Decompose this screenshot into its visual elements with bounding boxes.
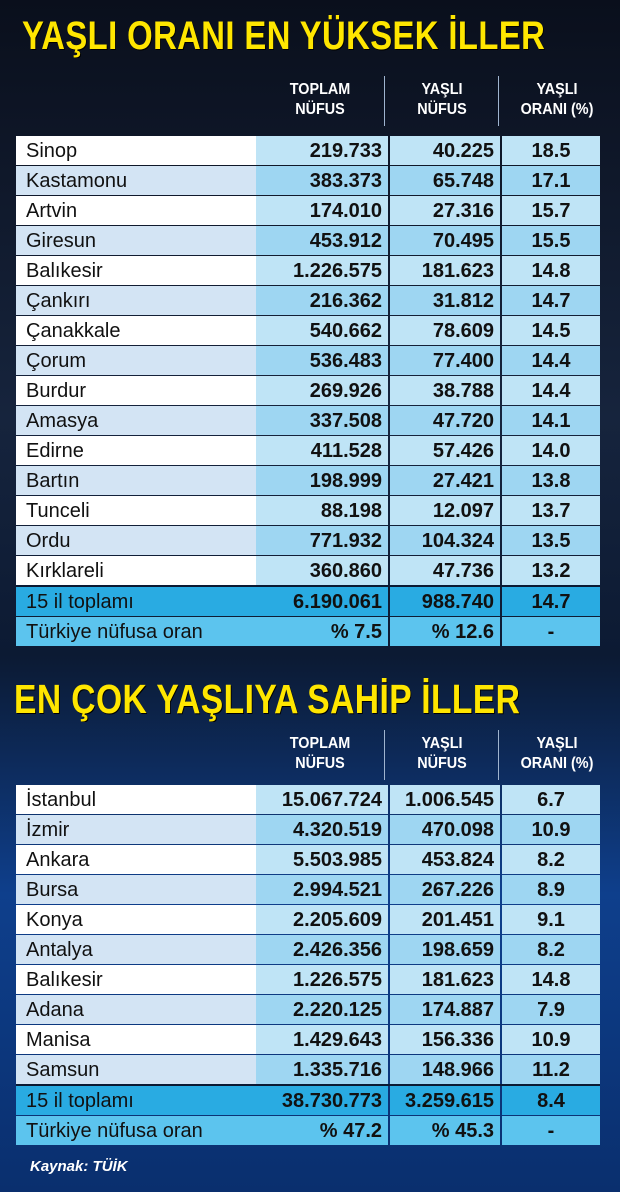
elderly-population: 174.887 [390,995,500,1024]
table-row [16,875,600,904]
elderly-population: 77.400 [390,346,500,375]
province-name: Tunceli [16,496,256,525]
elderly-ratio: 13.5 [502,526,600,555]
elderly-population: 1.006.545 [390,785,500,814]
province-name: Balıkesir [16,256,256,285]
elderly-ratio: 10.9 [502,815,600,844]
header-total [277,80,363,120]
elderly-population: 267.226 [390,875,500,904]
elderly-population: 38.788 [390,376,500,405]
header-ratio-line1: YAŞLI [536,81,578,98]
province-name: Bartın [16,466,256,495]
header-divider [384,730,385,780]
elderly-ratio: 14.5 [502,316,600,345]
total-population: 6.190.061 [256,587,388,616]
elderly-population: 104.324 [390,526,500,555]
header-total-line2: NÜFUS [295,755,345,772]
elderly-population: 181.623 [390,256,500,285]
elderly-population: 198.659 [390,935,500,964]
table-row [16,526,600,555]
elderly-ratio: 17.1 [502,166,600,195]
total-population: % 47.2 [256,1116,388,1145]
elderly-ratio: 14.8 [502,965,600,994]
header-ratio-line1: YAŞLI [536,735,578,752]
total-population: % 7.5 [256,617,388,646]
header-total-line1: TOPLAM [289,735,351,752]
header-elderly-line1: YAŞLI [421,735,463,752]
elderly-population: 47.720 [390,406,500,435]
province-name: Konya [16,905,256,934]
elderly-ratio: 14.8 [502,256,600,285]
elderly-ratio: 15.7 [502,196,600,225]
header-elderly-line2: NÜFUS [417,755,467,772]
elderly-ratio: 13.2 [502,556,600,585]
province-name: Edirne [16,436,256,465]
header-elderly [406,80,478,120]
total-population: 5.503.985 [256,845,388,874]
elderly-ratio: 13.7 [502,496,600,525]
header-elderly [406,734,478,774]
table-row [16,436,600,465]
province-name: İstanbul [16,785,256,814]
province-name: Ordu [16,526,256,555]
elderly-ratio: 8.2 [502,935,600,964]
province-name: 15 il toplamı [16,1086,256,1115]
table-row [16,316,600,345]
province-name: Çorum [16,346,256,375]
province-name: Bursa [16,875,256,904]
province-name: Türkiye nüfusa oran [16,617,256,646]
total-population: 411.528 [256,436,388,465]
elderly-population: 70.495 [390,226,500,255]
total-population: 1.226.575 [256,965,388,994]
elderly-population: 201.451 [390,905,500,934]
header-elderly-line2: NÜFUS [417,101,467,118]
elderly-ratio: 7.9 [502,995,600,1024]
elderly-population: 47.736 [390,556,500,585]
elderly-ratio: 14.4 [502,376,600,405]
total-population: 383.373 [256,166,388,195]
table-row [16,226,600,255]
total-population: 88.198 [256,496,388,525]
elderly-population: 27.421 [390,466,500,495]
table-title: EN ÇOK YAŞLIYA SAHİP İLLER [14,676,521,722]
elderly-population: 148.966 [390,1055,500,1084]
elderly-population: % 45.3 [390,1116,500,1145]
elderly-population: 65.748 [390,166,500,195]
table-row [16,556,600,585]
province-name: Kırklareli [16,556,256,585]
table-row [16,815,600,844]
province-name: Giresun [16,226,256,255]
province-name: Kastamonu [16,166,256,195]
total-population: 337.508 [256,406,388,435]
table-row [16,376,600,405]
table-row [16,965,600,994]
header-total-line1: TOPLAM [289,81,351,98]
elderly-population: 470.098 [390,815,500,844]
total-population: 216.362 [256,286,388,315]
total-population: 269.926 [256,376,388,405]
elderly-population: 181.623 [390,965,500,994]
total-population: 453.912 [256,226,388,255]
elderly-population: 156.336 [390,1025,500,1054]
province-name: Adana [16,995,256,1024]
elderly-population: 27.316 [390,196,500,225]
province-name: Amasya [16,406,256,435]
table-row [16,256,600,285]
total-population: 2.994.521 [256,875,388,904]
total-population: 38.730.773 [256,1086,388,1115]
share-row [16,617,600,646]
elderly-ratio: - [502,617,600,646]
total-population: 4.320.519 [256,815,388,844]
table-row [16,1025,600,1054]
elderly-ratio: 14.4 [502,346,600,375]
header-ratio [517,734,598,774]
elderly-ratio: 15.5 [502,226,600,255]
province-name: Manisa [16,1025,256,1054]
province-name: İzmir [16,815,256,844]
source-note: Kaynak: TÜİK [30,1158,128,1175]
elderly-population: 3.259.615 [390,1086,500,1115]
table-body [16,785,600,1146]
elderly-ratio: 8.4 [502,1086,600,1115]
province-name: Artvin [16,196,256,225]
table-row [16,136,600,165]
total-row [16,587,600,616]
elderly-population: 31.812 [390,286,500,315]
elderly-ratio: 14.0 [502,436,600,465]
province-name: Çanakkale [16,316,256,345]
total-population: 2.426.356 [256,935,388,964]
table-row [16,196,600,225]
elderly-population: % 12.6 [390,617,500,646]
total-population: 2.220.125 [256,995,388,1024]
elderly-population: 57.426 [390,436,500,465]
table-row [16,785,600,814]
header-ratio-line2: ORANI (%) [520,755,594,772]
table-body [16,136,600,647]
elderly-ratio: - [502,1116,600,1145]
header-ratio-line2: ORANI (%) [520,101,594,118]
header-divider [498,730,499,780]
header-elderly-line1: YAŞLI [421,81,463,98]
province-name: Samsun [16,1055,256,1084]
header-total-line2: NÜFUS [295,101,345,118]
elderly-ratio: 11.2 [502,1055,600,1084]
elderly-population: 78.609 [390,316,500,345]
header-divider [498,76,499,126]
table-row [16,935,600,964]
header-ratio [517,80,598,120]
province-name: Balıkesir [16,965,256,994]
elderly-ratio: 18.5 [502,136,600,165]
province-name: Çankırı [16,286,256,315]
table-row [16,995,600,1024]
table-row [16,166,600,195]
elderly-ratio: 14.7 [502,286,600,315]
province-name: Antalya [16,935,256,964]
total-population: 219.733 [256,136,388,165]
province-name: Ankara [16,845,256,874]
province-name: Burdur [16,376,256,405]
elderly-ratio: 8.2 [502,845,600,874]
elderly-ratio: 14.1 [502,406,600,435]
header-total [277,734,363,774]
province-name: Sinop [16,136,256,165]
elderly-ratio: 6.7 [502,785,600,814]
total-population: 1.335.716 [256,1055,388,1084]
elderly-ratio: 8.9 [502,875,600,904]
elderly-ratio: 10.9 [502,1025,600,1054]
total-population: 1.429.643 [256,1025,388,1054]
province-name: Türkiye nüfusa oran [16,1116,256,1145]
total-population: 2.205.609 [256,905,388,934]
elderly-population: 12.097 [390,496,500,525]
table-row [16,496,600,525]
header-divider [384,76,385,126]
total-population: 174.010 [256,196,388,225]
elderly-population: 988.740 [390,587,500,616]
total-row [16,1086,600,1115]
table-row [16,905,600,934]
table-row [16,286,600,315]
table-row [16,406,600,435]
elderly-population: 40.225 [390,136,500,165]
elderly-ratio: 9.1 [502,905,600,934]
total-population: 1.226.575 [256,256,388,285]
elderly-ratio: 14.7 [502,587,600,616]
elderly-ratio: 13.8 [502,466,600,495]
total-population: 540.662 [256,316,388,345]
total-population: 198.999 [256,466,388,495]
table-title: YAŞLI ORANI EN YÜKSEK İLLER [22,14,546,58]
total-population: 360.860 [256,556,388,585]
table-row [16,346,600,375]
elderly-population: 453.824 [390,845,500,874]
total-population: 536.483 [256,346,388,375]
share-row [16,1116,600,1145]
total-population: 15.067.724 [256,785,388,814]
table-row [16,1055,600,1084]
total-population: 771.932 [256,526,388,555]
province-name: 15 il toplamı [16,587,256,616]
table-row [16,845,600,874]
table-row [16,466,600,495]
